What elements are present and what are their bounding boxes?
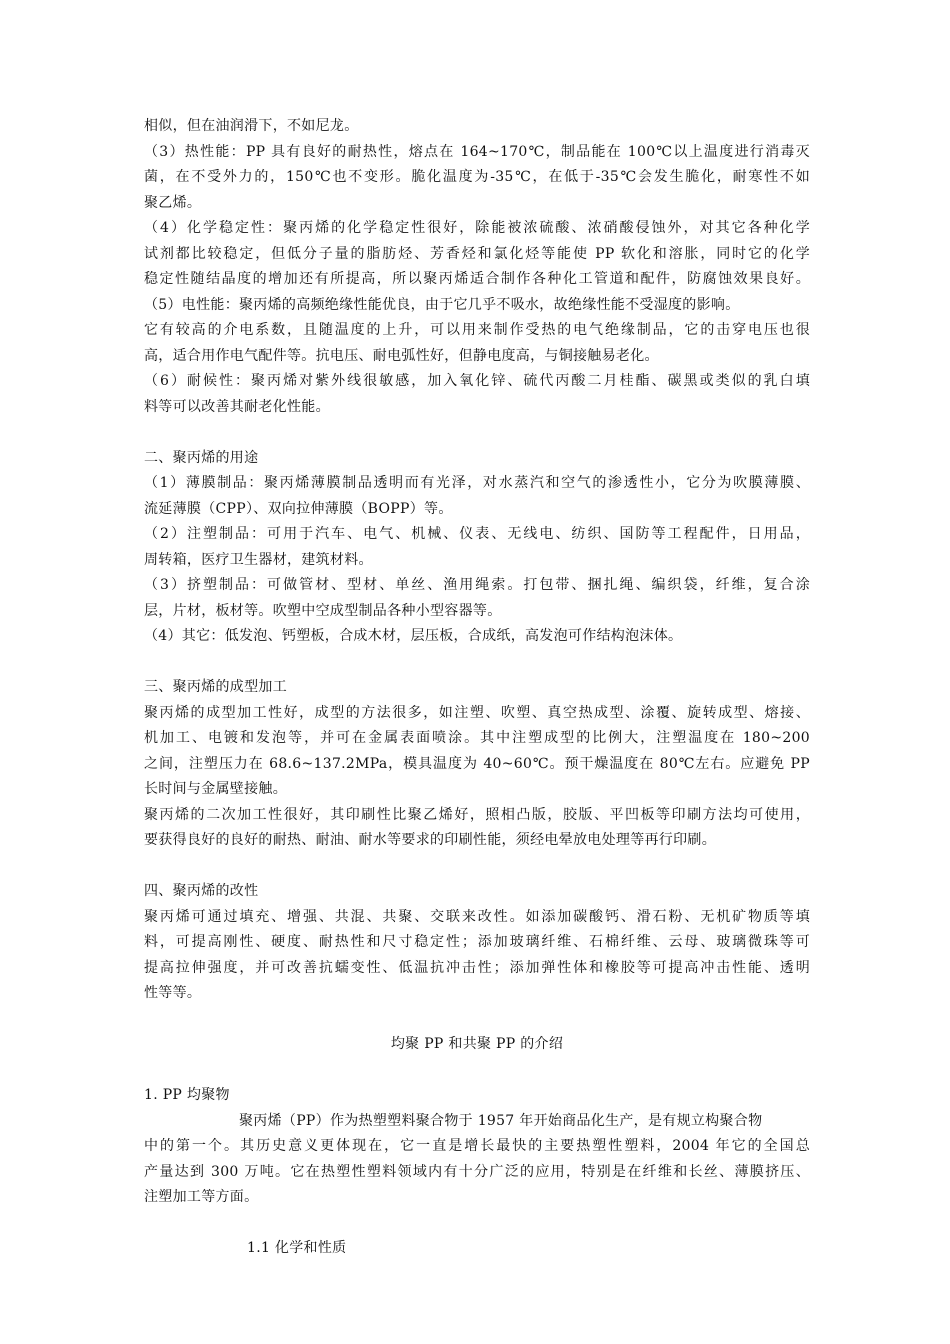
text-line: 相似，但在油润滑下，不如尼龙。 [144,118,359,134]
text-line: 中的第一个。其历史意义更体现在，它一直是增长最快的主要热塑性塑料，2004 年它的全国总 [144,1138,810,1154]
text-line: 菌，在不受外力的，150℃也不变形。脆化温度为-35℃，在低于-35℃会发生脆化，耐寒性不如 [144,169,810,185]
centered-title: 均聚 PP 和共聚 PP 的介绍 [390,1036,564,1052]
text-line: 流延薄膜（CPP）、双向拉伸薄膜（BOPP）等。 [144,500,453,517]
paragraph-gap [144,1007,810,1033]
text-line: 聚丙烯的二次加工性很好，其印刷性比聚乙烯好，照相凸版，胶版、平凹板等印刷方法均可使用， [144,806,810,823]
text-line: 聚丙烯可通过填充、增强、共混、共聚、交联来改性。如添加碳酸钙、滑石粉、无机矿物质等填 [144,908,810,925]
text-line: 聚丙烯（PP）作为热塑塑料聚合物于 1957 年开始商品化生产，是有规立构聚合物 [239,1112,763,1129]
paragraph-gap [144,1058,810,1084]
text-line: 料，可提高刚性、硬度、耐热性和尺寸稳定性；添加玻璃纤维、石棉纤维、云母、玻璃微珠等可 [144,934,810,950]
text-line: （3）挤塑制品：可做管材、型材、单丝、渔用绳索。打包带、捆扎绳、编织袋，纤维，复合涂 [144,577,810,593]
text-line: 性等等。 [144,985,202,1001]
paragraph-gap [144,420,810,446]
text-line: 之间，注塑压力在 68.6~137.2MPa，模具温度为 40~60℃。预干燥温度在 80℃左右。应避免 PP [144,755,810,772]
text-line: 周转箱，医疗卫生器材，建筑材料。 [144,551,373,568]
paragraph-gap [144,1211,810,1237]
modification-section [144,879,810,1007]
text-line: （6）耐候性：聚丙烯对紫外线很敏感，加入氧化锌、硫代丙酸二月桂酯、碳黑或类似的乳白填 [144,373,810,389]
text-line: 三、聚丙烯的成型加工 [144,679,287,695]
text-line: （2）注塑制品：可用于汽车、电气、机械、仪表、无线电、纺织、国防等工程配件，日用品， [144,526,810,542]
paragraph-gap [144,650,810,676]
text-line: 四、聚丙烯的改性 [144,883,259,899]
text-line: （5）电性能：聚丙烯的高频绝缘性能优良，由于它几乎不吸水，故绝缘性能不受湿度的影响。 [144,296,740,313]
text-line: 稳定性随结晶度的增加还有所提高，所以聚丙烯适合制作各种化工管道和配件，防腐蚀效果良好。 [144,271,810,287]
text-line: （3）热性能：PP 具有良好的耐热性，熔点在 164~170℃，制品能在 100℃以上温度进行消毒灭 [144,143,810,160]
text-line: 产量达到 300 万吨。它在热塑性塑料领域内有十分广泛的应用，特别是在纤维和长丝、薄膜挤压、 [144,1163,810,1180]
text-line: 注塑加工等方面。 [144,1189,259,1205]
text-line: 长时间与金属壁接触。 [144,781,287,797]
text-line: 料等可以改善其耐老化性能。 [144,398,330,415]
text-line: （4）化学稳定性：聚丙烯的化学稳定性很好，除能被浓硫酸、浓硝酸侵蚀外，对其它各种化学 [144,220,810,236]
text-line: 要获得良好的良好的耐热、耐油、耐水等要求的印刷性能，须经电晕放电处理等再行印刷。 [144,832,716,848]
text-line: 聚丙烯的成型加工性好，成型的方法很多，如注塑、吹塑、真空热成型、涂覆、旋转成型、熔接、 [144,704,810,721]
text-line: （4）其它：低发泡、钙塑板，合成木材，层压板，合成纸，高发泡可作结构泡沫体。 [144,628,683,644]
document-body [144,114,810,1262]
text-line: 层，片材，板材等。吹塑中空成型制品各种小型容器等。 [144,602,502,619]
text-line: 机加工、电镀和发泡等，并可在金属表面喷涂。其中注塑成型的比例大，注塑温度在 180~200 [144,730,810,746]
properties-section [144,114,810,420]
uses-section [144,446,810,650]
paragraph-gap [144,854,810,880]
section-heading: 1. PP 均聚物 [144,1087,230,1103]
text-line: 二、聚丙烯的用途 [144,449,259,466]
text-line: （1）薄膜制品：聚丙烯薄膜制品透明而有光泽，对水蒸汽和空气的渗透性小，它分为吹膜薄膜、 [144,475,810,491]
text-line: 提高拉伸强度，并可改善抗蠕变性、低温抗冲击性；添加弹性体和橡胶等可提高冲击性能、透明 [144,959,810,976]
text-line: 它有较高的介电系数，且随温度的上升，可以用来制作受热的电气绝缘制品，它的击穿电压也很 [144,322,810,338]
homopolymer-intro [144,1109,810,1211]
subsection-heading: 1.1 化学和性质 [247,1240,347,1256]
text-line: 高，适合用作电气配件等。抗电压、耐电弧性好，但静电度高，与铜接触易老化。 [144,347,659,364]
text-line: 聚乙烯。 [144,194,202,211]
processing-section [144,675,810,854]
text-line: 试剂都比较稳定，但低分子量的脂肪烃、芳香烃和氯化烃等能使 PP 软化和溶胀，同时它的化学 [144,245,810,262]
